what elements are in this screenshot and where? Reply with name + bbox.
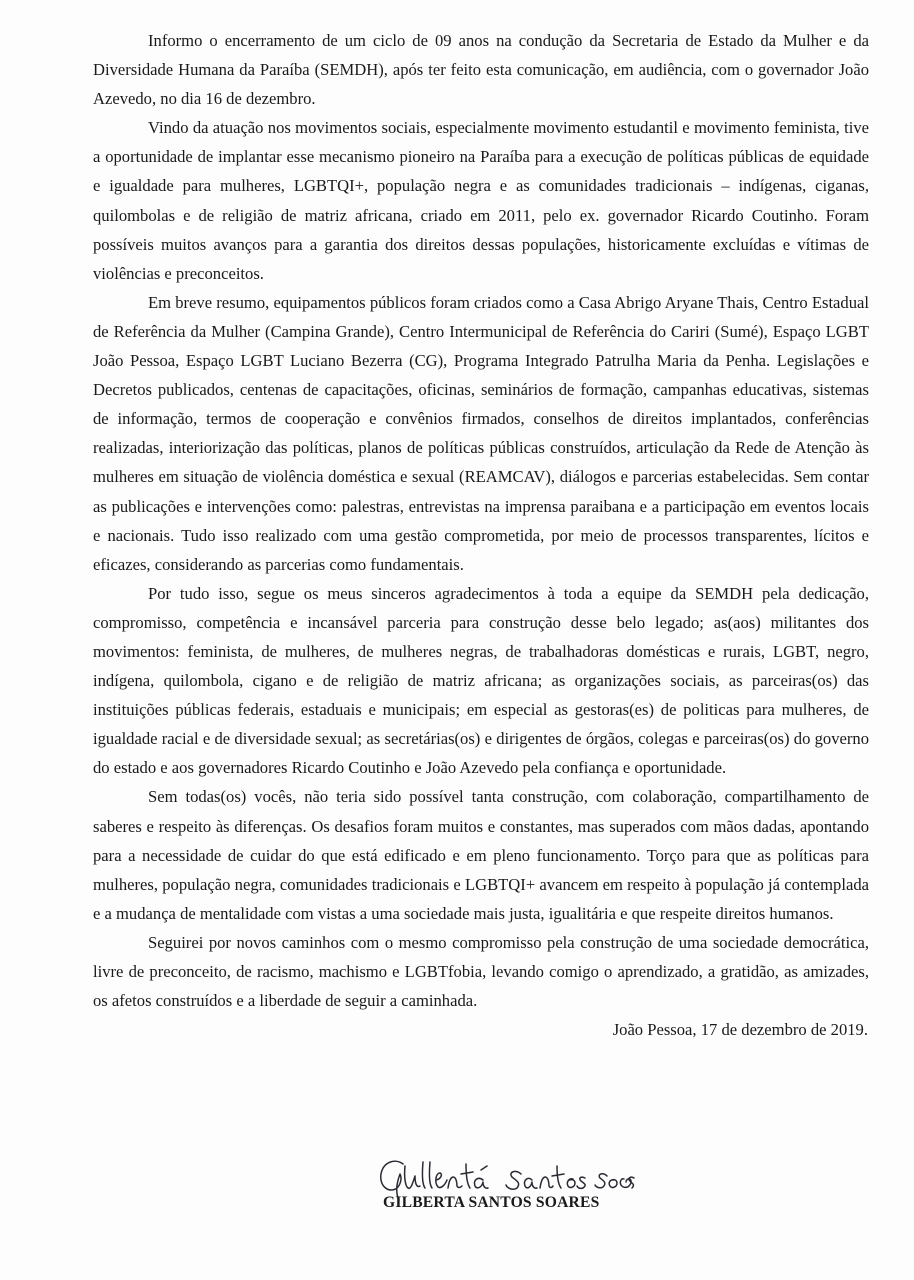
paragraph-closing-announcement: Informo o encerramento de um ciclo de 09 anos na condução da Secretaria de Estado da Mulher e da Diversidade Humana da Paraíba (SEMDH), após ter feito esta comunicação, em audiência, com o governador João Azevedo, no dia 16 de dezembro. bbox=[93, 31, 869, 109]
signature-block bbox=[375, 1152, 655, 1211]
place-and-date: João Pessoa, 17 de dezembro de 2019. bbox=[612, 1020, 868, 1040]
letter-body bbox=[93, 26, 869, 1044]
paragraph-farewell: Seguirei por novos caminhos com o mesmo compromisso pela construção de uma sociedade democrática, livre de preconceito, de racismo, machismo e LGBTfobia, levando comigo o aprendizado, a gratidão, as amizades, os afetos construídos e a liberdade de seguir a caminhada. bbox=[93, 932, 869, 1011]
signatory-name: GILBERTA SANTOS SOARES bbox=[383, 1194, 600, 1211]
paragraph-background: Vindo da atuação nos movimentos sociais, especialmente movimento estudantil e movimento feminista, tive a oportunidade de implantar esse mecanismo pioneiro na Paraíba para a execução de políticas públicas de equidade e igualdade para mulheres, LGBTQI+, população negra e as comunidades tradicionais – indígenas, ciganas, quilombolas e de religião de matriz africana, criado em 2011, pelo ex. governador Ricardo Coutinho. Foram possíveis muitos avanços para a garantia dos direitos dessas populações, historicamente excluídas e vítimas de violências e preconceitos. bbox=[93, 118, 869, 283]
paragraph-acknowledgements: Por tudo isso, segue os meus sinceros agradecimentos à toda a equipe da SEMDH pela dedicação, compromisso, competência e incansável parceria para construção desse belo legado; as(aos) militantes dos movimentos: feminista, de mulheres, de mulheres negras, de trabalhadoras domésticas e rurais, LGBT, negro, indígena, quilombola, cigano e de religião de matriz africana; as organizações sociais, as parceiras(os) das instituições públicas federais, estaduais e municipais; em especial as gestoras(es) de politicas para mulheres, de igualdade racial e de diversidade sexual; as secretárias(os) e dirigentes de órgãos, colegas e parceiras(os) do governo do estado e aos governadores Ricardo Coutinho e João Azevedo pela confiança e oportunidade. bbox=[93, 583, 869, 778]
paragraph-achievements: Em breve resumo, equipamentos públicos foram criados como a Casa Abrigo Aryane Thais, Centro Estadual de Referência da Mulher (Campina Grande), Centro Intermunicipal de Referência do Cariri (Sumé), Espaço LGBT João Pessoa, Espaço LGBT Luciano Bezerra (CG), Programa Integrado Patrulha Maria da Penha. Legislações e Decretos publicados, centenas de capacitações, oficinas, seminários de formação, campanhas educativas, sistemas de informação, termos de cooperação e convênios firmados, conselhos de direitos implantados, conferências realizadas, interiorização das políticas, planos de políticas públicas construídos, articulação da Rede de Atenção às mulheres em situação de violência doméstica e sexual (REAMCAV), diálogos e parcerias estabelecidas. Sem contar as publicações e intervenções como: palestras, entrevistas na imprensa paraibana e a participação em eventos locais e nacionais. Tudo isso realizado com uma gestão comprometida, por meio de processos transparentes, lícitos e eficazes, considerando as parcerias como fundamentais. bbox=[93, 292, 869, 574]
paragraph-reflection: Sem todas(os) vocês, não teria sido possível tanta construção, com colaboração, compartilhamento de saberes e respeito às diferenças. Os desafios foram muitos e constantes, mas superados com mãos dadas, apontando para a necessidade de cuidar do que está edificado e em pleno funcionamento. Torço para que as políticas para mulheres, população negra, comunidades tradicionais e LGBTQI+ avancem em respeito à população já contemplada e a mudança de mentalidade com vistas a uma sociedade mais justa, igualitária e que respeite direitos humanos. bbox=[93, 787, 869, 923]
